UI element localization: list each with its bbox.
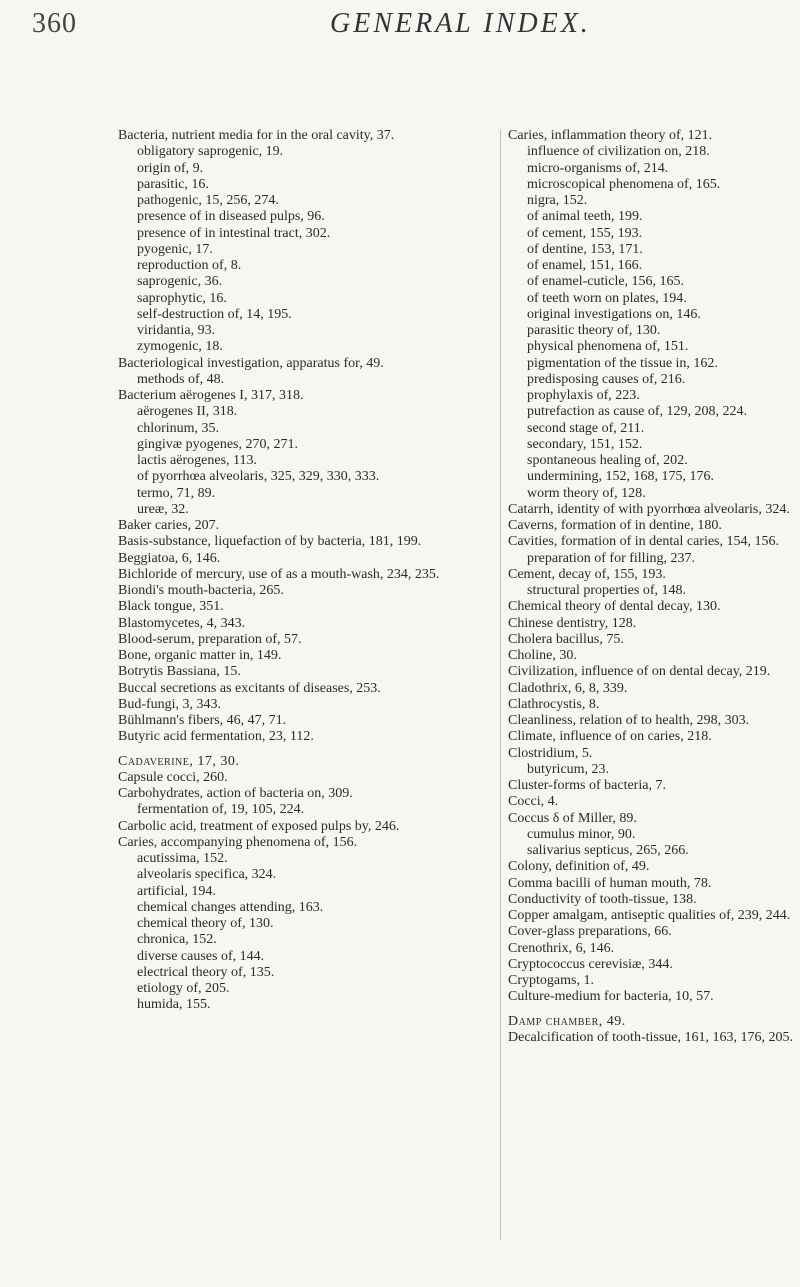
index-entry: Decalcification of tooth-tissue, 161, 163, 176, 205.	[508, 1029, 793, 1045]
index-subentry: of animal teeth, 199.	[527, 209, 643, 225]
index-entry: Colony, definition of, 49.	[508, 859, 650, 875]
index-entry: Damp chamber, 49.	[508, 1013, 626, 1029]
index-entry: Baker caries, 207.	[118, 518, 220, 533]
index-subentry: etiology of, 205.	[137, 981, 230, 996]
index-subentry: zymogenic, 18.	[137, 339, 223, 355]
index-subentry: microscopical phenomena of, 165.	[527, 176, 721, 192]
index-subentry: prophylaxis of, 223.	[527, 388, 640, 403]
index-entry: Culture-medium for bacteria, 10, 57.	[508, 989, 714, 1005]
index-subentry: second stage of, 211.	[527, 420, 645, 436]
index-entry: Cryptococcus cerevisiæ, 344.	[508, 956, 673, 972]
index-subentry: structural properties of, 148.	[527, 583, 687, 598]
index-subentry: of enamel, 151, 166.	[527, 258, 643, 273]
index-entry: Catarrh, identity of with pyorrhœa alveolaris, 324.	[508, 501, 790, 517]
index-subentry: origin of, 9.	[137, 160, 204, 176]
index-subentry: fermentation of, 19, 105, 224.	[137, 802, 305, 818]
index-entry: Cryptogams, 1.	[508, 973, 594, 988]
index-subentry: physical phenomena of, 151.	[527, 339, 689, 355]
index-subentry: spontaneous healing of, 202.	[527, 453, 688, 468]
index-entry: Crenothrix, 6, 146.	[508, 940, 615, 956]
index-entry: Cholera bacillus, 75.	[508, 631, 624, 647]
letter-section-gap	[508, 1006, 798, 1014]
index-entry: Cladothrix, 6, 8, 339.	[508, 680, 628, 696]
index-subentry: chemical theory of, 130.	[137, 916, 274, 931]
index-subentry: viridantia, 93.	[137, 323, 216, 338]
index-subentry: parasitic, 16.	[137, 176, 209, 192]
index-subentry: parasitic theory of, 130.	[527, 323, 661, 338]
index-entry: Bacterium aërogenes I, 317, 318.	[118, 388, 304, 403]
index-entry: Cleanliness, relation of to health, 298, 303.	[508, 713, 750, 728]
index-entry: Buccal secretions as excitants of diseases, 253.	[118, 680, 381, 696]
index-subentry: micro-organisms of, 214.	[527, 160, 669, 176]
index-subentry: original investigations on, 146.	[527, 306, 701, 322]
index-subentry: presence of in diseased pulps, 96.	[137, 209, 325, 225]
index-entry: Beggiatoa, 6, 146.	[118, 550, 221, 566]
index-subentry: putrefaction as cause of, 129, 208, 224.	[527, 404, 748, 420]
index-subentry: chronica, 152.	[137, 932, 217, 948]
index-subentry: self-destruction of, 14, 195.	[137, 306, 292, 322]
index-subentry: of teeth worn on plates, 194.	[527, 290, 687, 306]
index-subentry: termo, 71, 89.	[137, 485, 216, 501]
index-entry: Climate, influence of on caries, 218.	[508, 729, 712, 745]
index-entry: Bacteriological investigation, apparatus for, 49.	[118, 355, 384, 371]
index-subentry: obligatory saprogenic, 19.	[137, 144, 284, 160]
index-subentry: nigra, 152.	[527, 193, 588, 208]
index-subentry: ureæ, 32.	[137, 501, 189, 517]
index-entry: Cluster-forms of bacteria, 7.	[508, 778, 666, 793]
index-entry: Civilization, influence of on dental decay, 219.	[508, 664, 771, 680]
index-entry: Chinese dentistry, 128.	[508, 615, 637, 631]
index-subentry: influence of civilization on, 218.	[527, 144, 710, 160]
index-entry: Conductivity of tooth-tissue, 138.	[508, 891, 697, 907]
index-entry: Caverns, formation of in dentine, 180.	[508, 518, 722, 533]
index-entry: Bone, organic matter in, 149.	[118, 648, 282, 663]
index-entry: Carbohydrates, action of bacteria on, 309.	[118, 786, 353, 801]
index-subentry: of enamel-cuticle, 156, 165.	[527, 274, 685, 290]
index-subentry: secondary, 151, 152.	[527, 436, 643, 452]
index-subentry: presence of in intestinal tract, 302.	[137, 225, 331, 241]
index-subentry: undermining, 152, 168, 175, 176.	[527, 469, 715, 485]
index-subentry: artificial, 194.	[137, 883, 216, 899]
index-entry: Cocci, 4.	[508, 794, 559, 810]
column-divider	[500, 130, 501, 1240]
index-entry: Capsule cocci, 260.	[118, 769, 228, 785]
index-entry: Carbolic acid, treatment of exposed pulps by, 246.	[118, 818, 400, 834]
index-subentry: lactis aërogenes, 113.	[137, 453, 257, 468]
index-subentry: electrical theory of, 135.	[137, 964, 275, 980]
index-subentry: diverse causes of, 144.	[137, 948, 265, 964]
index-subentry: humida, 155.	[137, 997, 211, 1013]
index-entry: Biondi's mouth-bacteria, 265.	[118, 583, 284, 598]
index-entry: Black tongue, 351.	[118, 599, 224, 615]
index-subentry: of cement, 155, 193.	[527, 225, 643, 241]
index-entry: Chemical theory of dental decay, 130.	[508, 599, 721, 615]
index-entry: Caries, inflammation theory of, 121.	[508, 128, 713, 143]
index-entry: Cadaverine, 17, 30.	[118, 753, 240, 769]
index-subentry: aërogenes II, 318.	[137, 404, 238, 420]
running-title: GENERAL INDEX.	[330, 8, 591, 39]
index-subentry: chlorinum, 35.	[137, 420, 220, 436]
index-subentry: alveolaris specifica, 324.	[137, 867, 277, 883]
index-subentry: saprophytic, 16.	[137, 290, 227, 306]
index-entry: Clathrocystis, 8.	[508, 696, 600, 712]
index-subentry: reproduction of, 8.	[137, 258, 242, 273]
index-subentry: pigmentation of the tissue in, 162.	[527, 355, 718, 371]
index-entry: Comma bacilli of human mouth, 78.	[508, 875, 712, 891]
index-subentry: pyogenic, 17.	[137, 241, 213, 257]
index-entry: Bühlmann's fibers, 46, 47, 71.	[118, 713, 287, 728]
index-entry: Butyric acid fermentation, 23, 112.	[118, 729, 314, 745]
index-subentry: chemical changes attending, 163.	[137, 899, 324, 915]
left-index-column	[118, 128, 496, 1014]
index-subentry: cumulus minor, 90.	[527, 826, 636, 842]
index-subentry: butyricum, 23.	[527, 761, 610, 777]
index-entry: Bacteria, nutrient media for in the oral cavity, 37.	[118, 128, 395, 143]
index-entry: Choline, 30.	[508, 648, 577, 663]
index-entry: Blastomycetes, 4, 343.	[118, 615, 246, 631]
index-subentry: worm theory of, 128.	[527, 485, 646, 501]
index-subentry: gingivæ pyogenes, 270, 271.	[137, 436, 298, 452]
index-entry: Bichloride of mercury, use of as a mouth-wash, 234, 235.	[118, 566, 440, 582]
index-subentry: predisposing causes of, 216.	[527, 371, 686, 387]
index-subentry: pathogenic, 15, 256, 274.	[137, 193, 279, 208]
index-entry: Cover-glass preparations, 66.	[508, 924, 672, 940]
letter-section-gap	[118, 746, 496, 754]
index-subentry: salivarius septicus, 265, 266.	[527, 843, 689, 858]
index-entry: Bud-fungi, 3, 343.	[118, 696, 222, 712]
index-entry: Coccus δ of Miller, 89.	[508, 810, 637, 826]
index-entry: Blood-serum, preparation of, 57.	[118, 631, 302, 647]
index-entry: Copper amalgam, antiseptic qualities of, 239, 244.	[508, 908, 791, 923]
index-subentry: preparation of for filling, 237.	[527, 550, 695, 566]
index-entry: Cavities, formation of in dental caries, 154, 156.	[508, 534, 779, 550]
index-subentry: of pyorrhœa alveolaris, 325, 329, 330, 333.	[137, 469, 380, 485]
index-entry: Clostridium, 5.	[508, 745, 593, 761]
right-index-column	[508, 128, 798, 1046]
index-entry: Botrytis Bassiana, 15.	[118, 664, 241, 680]
index-subentry: methods of, 48.	[137, 371, 225, 387]
index-entry: Cement, decay of, 155, 193.	[508, 566, 666, 582]
index-subentry: saprogenic, 36.	[137, 274, 223, 290]
index-subentry: acutissima, 152.	[137, 851, 228, 866]
page-number: 360	[32, 8, 77, 39]
index-entry: Basis-substance, liquefaction of by bacteria, 181, 199.	[118, 534, 422, 550]
index-subentry: of dentine, 153, 171.	[527, 241, 643, 257]
index-entry: Caries, accompanying phenomena of, 156.	[118, 834, 358, 850]
